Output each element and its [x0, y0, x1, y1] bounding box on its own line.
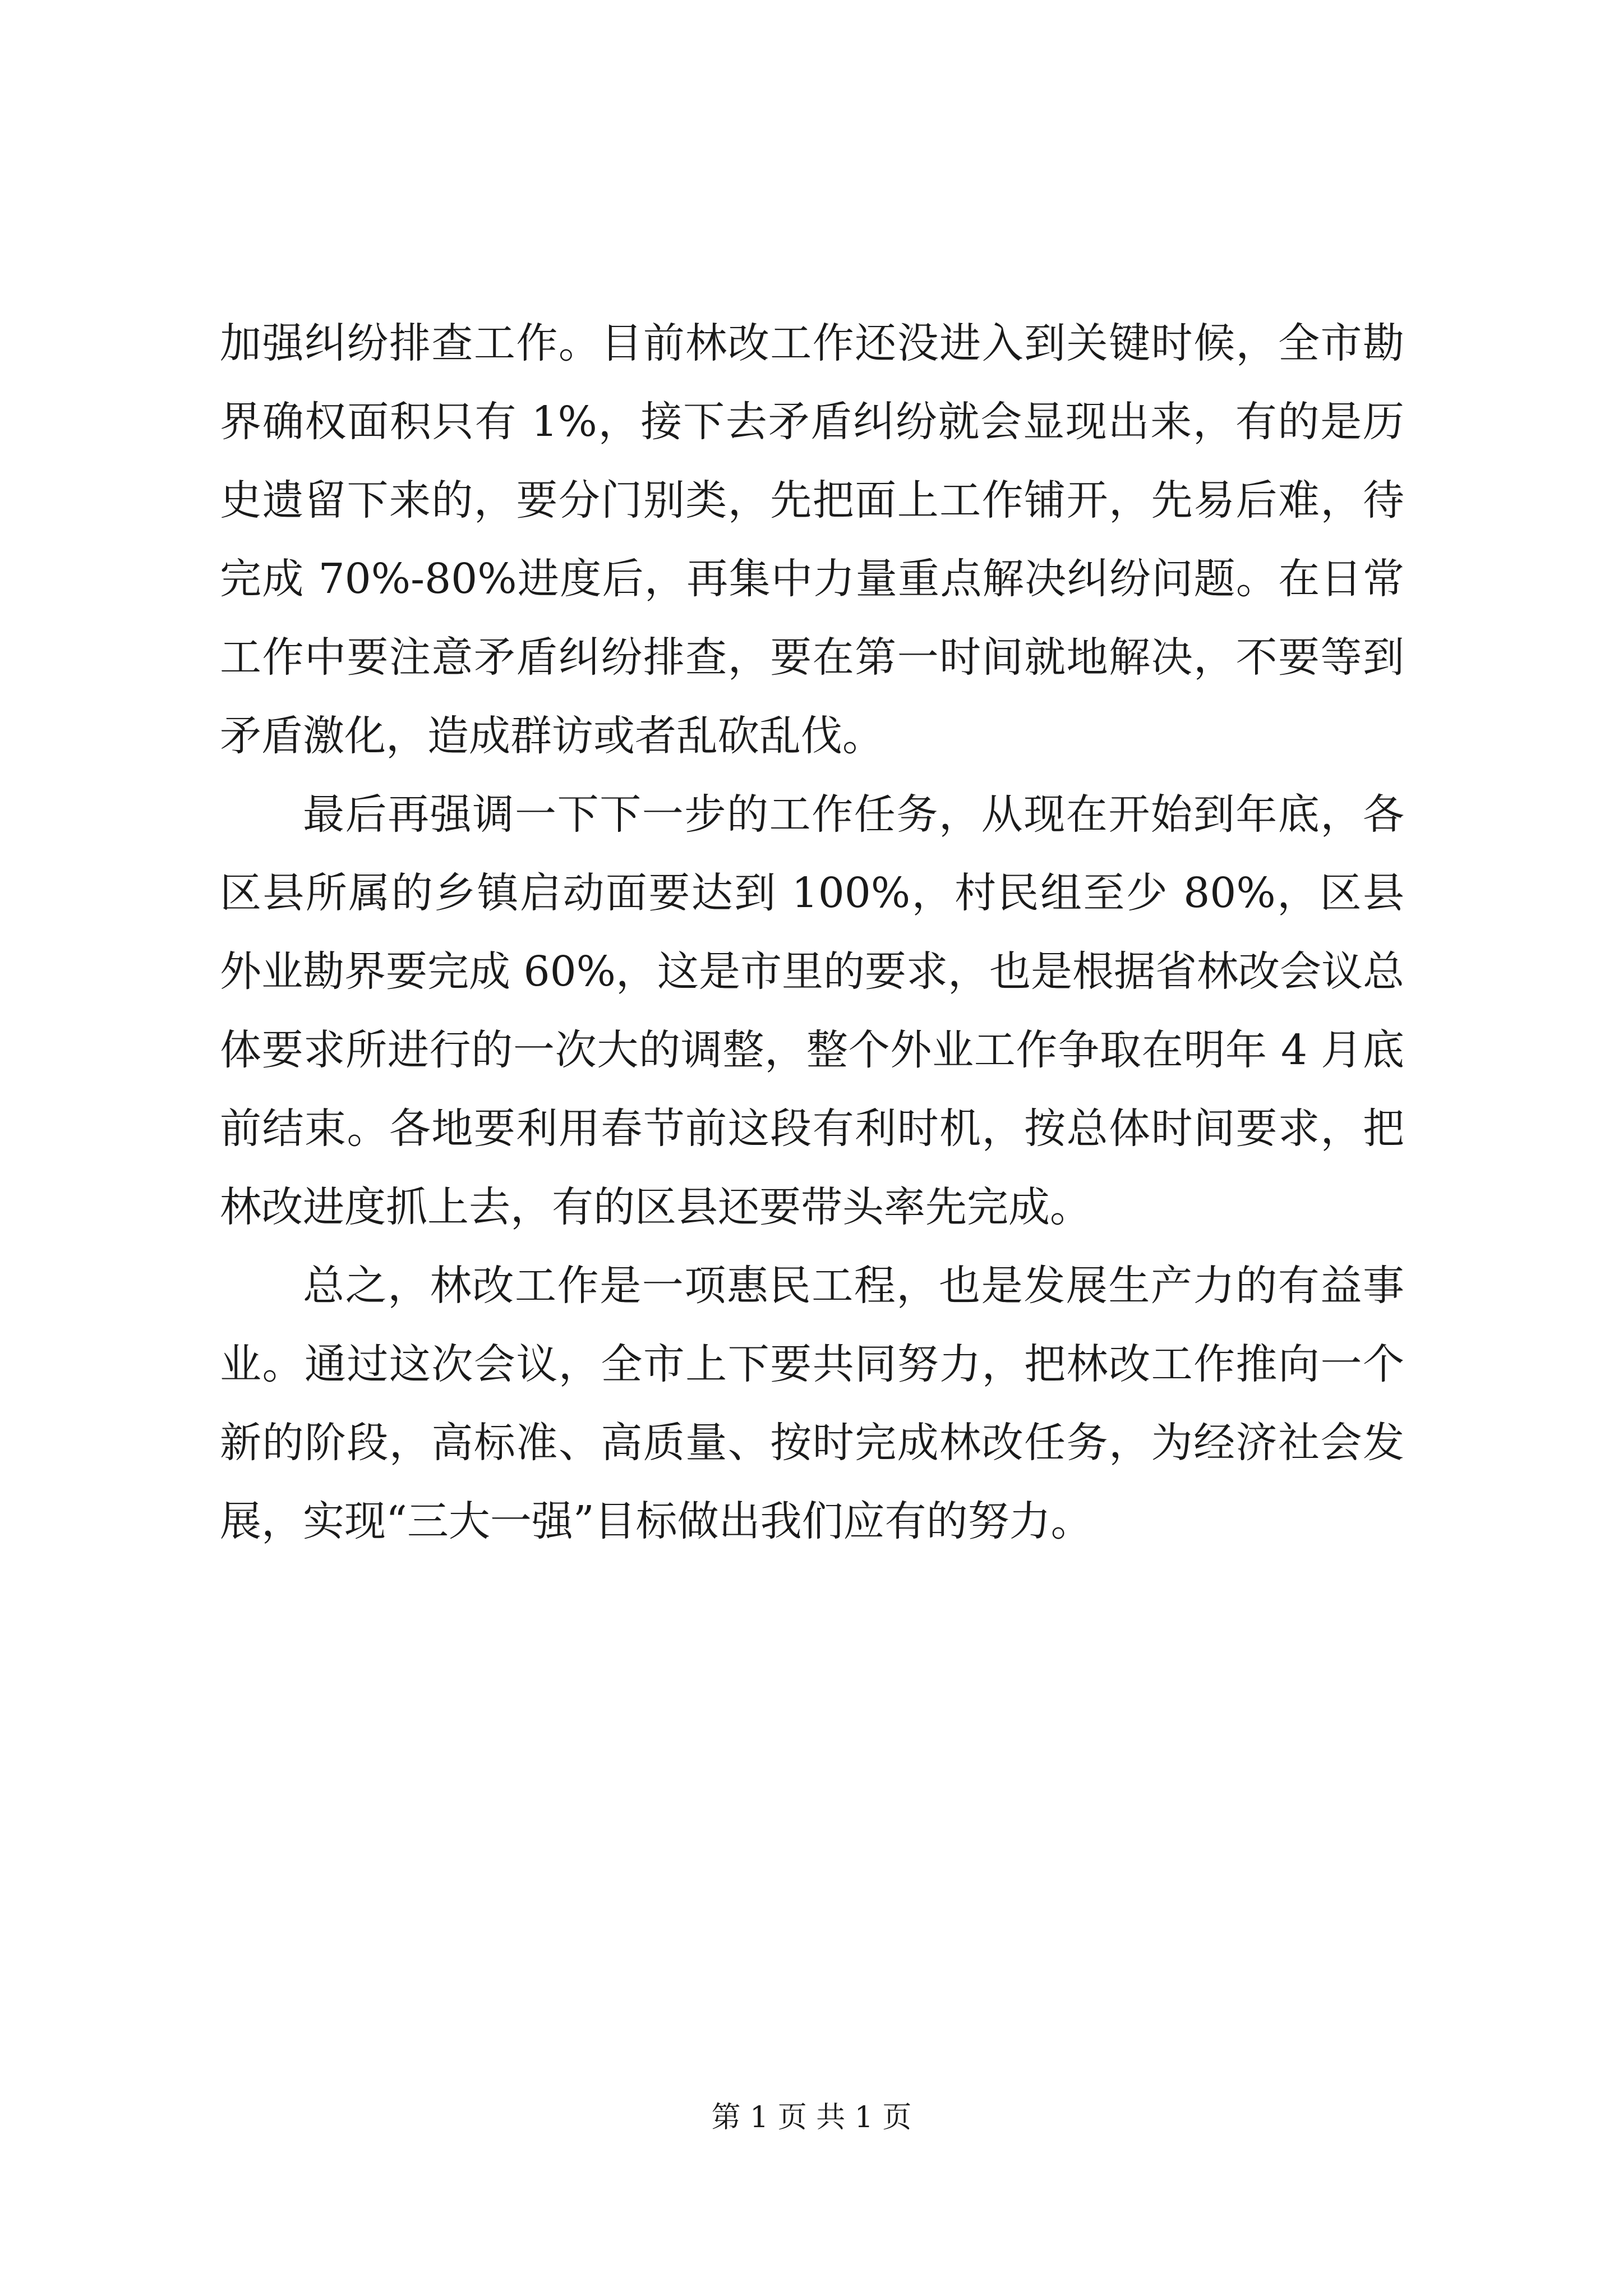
paragraph-conclusion: 总之，林改工作是一项惠民工程，也是发展生产力的有益事业。通过这次会议，全市上下要共同努力，把林改工作推向一个新的阶段，高标准、高质量、按时完成林改任务，为经济社会发展，实现“三大一强”目标做出我们应有的努力。: [220, 1262, 1404, 1545]
paragraph-next-tasks: 最后再强调一下下一步的工作任务，从现在开始到年底，各区县所属的乡镇启动面要达到 100%，村民组至少 80%，区县外业勘界要完成 60%，这是市里的要求，也是根据省林改会议总体要求所进行的一次大的调整，整个外业工作争取在明年 4 月底前结束。各地要利用春节前这段有利时机，按总体时间要求，把林改进度抓上去，有的区县还要带头率先完成。: [220, 790, 1404, 1231]
document-body: [220, 304, 1404, 1561]
paragraph-dispute-screening: 加强纠纷排查工作。目前林改工作还没进入到关键时候，全市勘界确权面积只有 1%，接下去矛盾纠纷就会显现出来，有的是历史遗留下来的，要分门别类，先把面上工作铺开，先易后难，待完成 70%-80%进度后，再集中力量重点解决纠纷问题。在日常工作中要注意矛盾纠纷排查，要在第一时间就地解决，不要等到矛盾激化，造成群访或者乱砍乱伐。: [220, 319, 1404, 760]
page-footer: 第 1 页 共 1 页: [711, 2101, 912, 2134]
